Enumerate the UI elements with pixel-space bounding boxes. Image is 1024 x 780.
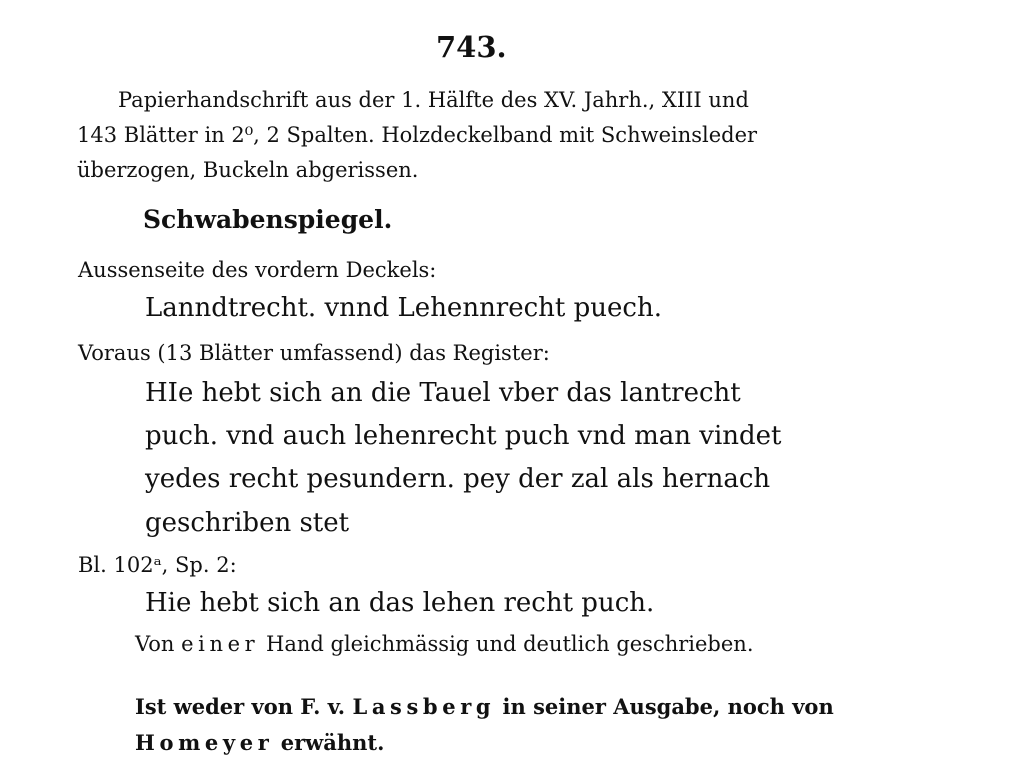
remark-line-2 bbox=[135, 730, 384, 755]
remark-name-lassberg: Lassberg bbox=[352, 694, 496, 719]
register-quote-line-1: HIe hebt sich an die Tauel vber das lantrecht bbox=[145, 378, 741, 408]
hand-note bbox=[135, 632, 754, 656]
section-label: Bl. 102ᵃ, Sp. 2: bbox=[78, 553, 237, 577]
hand-note-prefix: Von bbox=[135, 632, 175, 656]
hand-note-emphasis: einer bbox=[181, 632, 260, 656]
entry-number: 743. bbox=[436, 30, 507, 64]
register-label: Voraus (13 Blätter umfassend) das Register: bbox=[78, 341, 550, 365]
remark-line-1 bbox=[135, 694, 834, 719]
section-incipit: Hie hebt sich an das lehen recht puch. bbox=[145, 588, 655, 618]
register-quote-line-2: puch. vnd auch lehenrecht puch vnd man vindet bbox=[145, 421, 782, 451]
cover-inscription: Lanndtrecht. vnnd Lehennrecht puech. bbox=[145, 293, 662, 323]
description-line-1: Papierhandschrift aus der 1. Hälfte des XV. Jahrh., XIII und bbox=[118, 88, 749, 112]
remark-part-1: Ist weder von F. v. bbox=[135, 694, 346, 719]
description-line-3: überzogen, Buckeln abgerissen. bbox=[77, 158, 419, 182]
register-quote-line-4: geschriben stet bbox=[145, 508, 350, 538]
hand-note-rest: Hand gleichmässig und deutlich geschrieben. bbox=[266, 632, 754, 656]
remark-part-3: erwähnt. bbox=[280, 730, 385, 755]
remark-name-homeyer: Homeyer bbox=[135, 730, 274, 755]
register-quote-line-3: yedes recht pesundern. pey der zal als hernach bbox=[145, 464, 771, 494]
remark-part-2: in seiner Ausgabe, noch von bbox=[502, 694, 834, 719]
cover-label: Aussenseite des vordern Deckels: bbox=[78, 258, 437, 282]
description-line-2: 143 Blätter in 2⁰, 2 Spalten. Holzdeckelband mit Schweinsleder bbox=[77, 123, 758, 147]
manuscript-title: Schwabenspiegel. bbox=[143, 205, 393, 234]
